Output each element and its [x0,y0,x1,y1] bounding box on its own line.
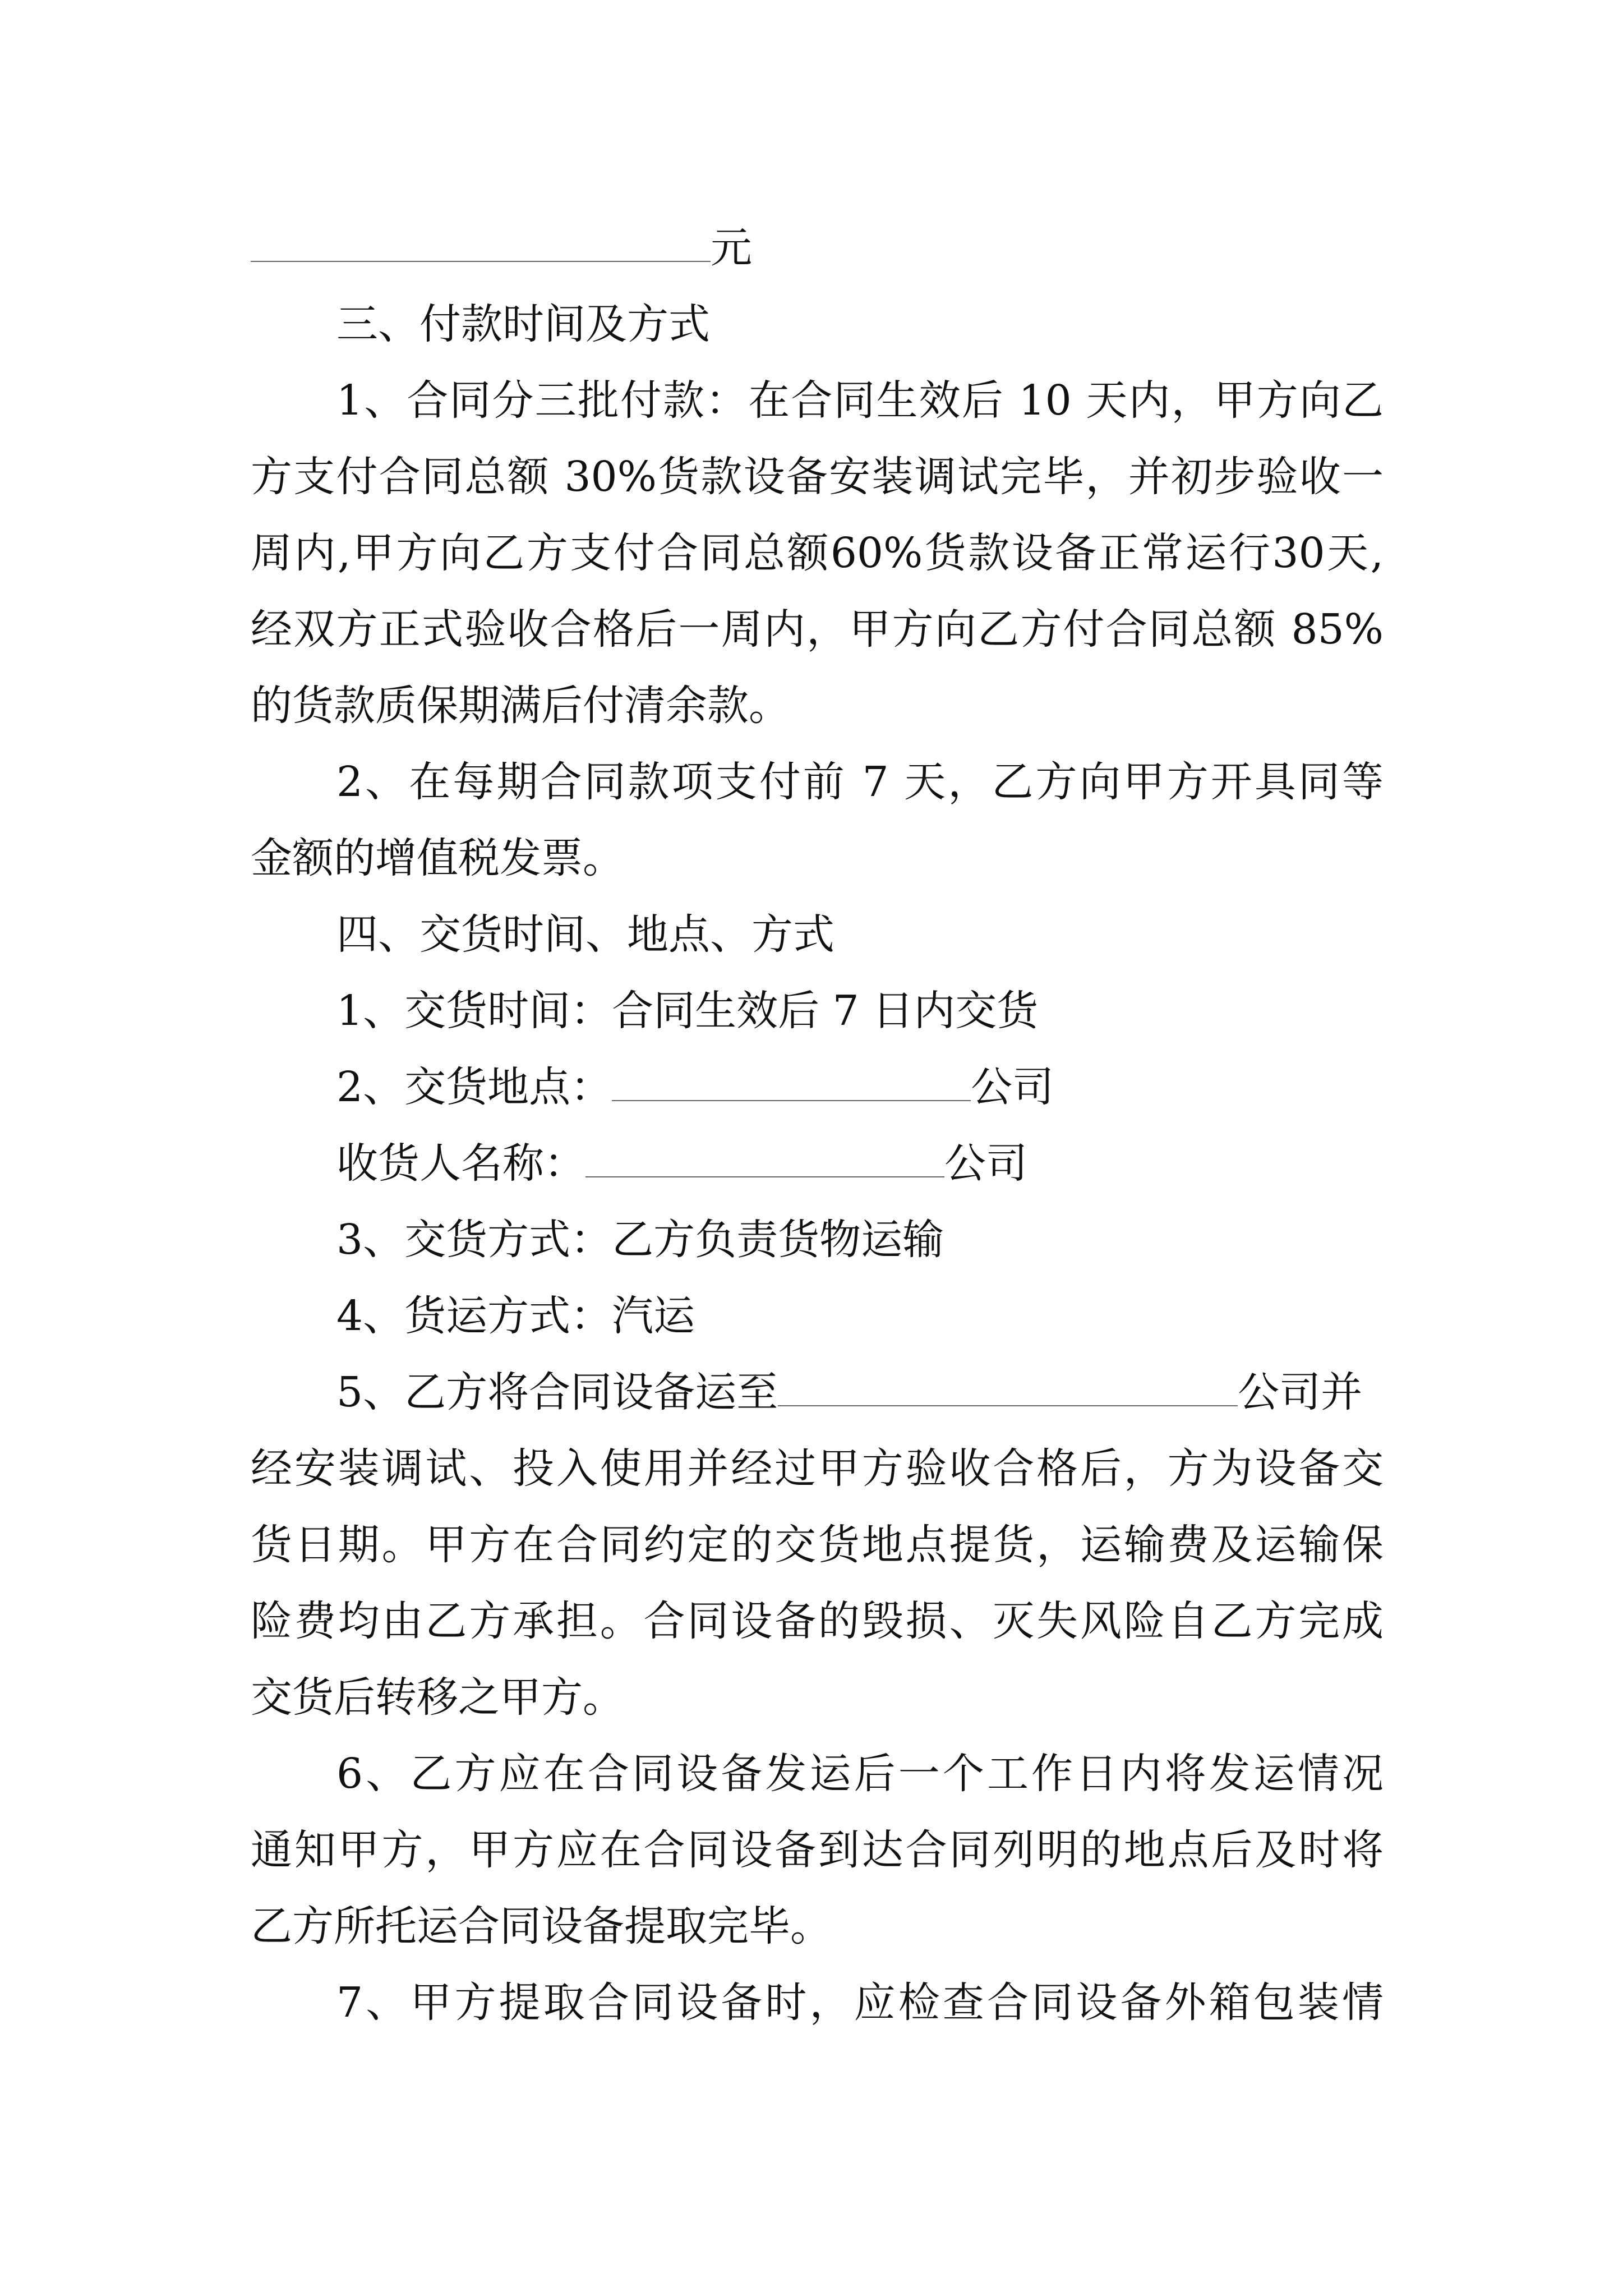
delivery-clause-5-line-1 [336,1364,1385,1420]
freight-method: 4、货运方式：汽运 [336,1292,695,1340]
delivery-clause-5-prefix: 5、乙方将合同设备运至 [336,1368,778,1416]
payment-clause-2-line-2: 金额的增值税发票。 [251,834,624,882]
amount-blank [251,226,711,262]
delivery-destination-blank [778,1370,1238,1406]
section-4-heading: 四、交货时间、地点、方式 [336,910,834,959]
delivery-location-blank [612,1065,971,1101]
consignee-name [336,1135,1385,1191]
consignee-name-suffix: 公司 [944,1139,1027,1188]
delivery-clause-7-line-1: 7、甲方提取合同设备时，应检查合同设备外箱包装情 [336,1978,1384,2027]
consignee-name-label: 收货人名称： [336,1139,585,1188]
payment-clause-1-line-3: 周内,甲方向乙方支付合同总额60%货款设备正常运行30天, [251,529,1384,577]
payment-clause-1-line-4: 经双方正式验收合格后一周内，甲方向乙方付合同总额 85% [251,605,1384,654]
delivery-location-suffix: 公司 [971,1063,1054,1111]
delivery-clause-6-line-3: 乙方所托运合同设备提取完毕。 [251,1902,832,1950]
section-3-heading: 三、付款时间及方式 [336,300,710,348]
delivery-time: 1、交货时间：合同生效后 7 日内交货 [336,987,1039,1035]
delivery-method: 3、交货方式：乙方负责货物运输 [336,1216,944,1264]
consignee-name-blank [585,1142,944,1177]
amount-suffix: 元 [711,224,752,272]
payment-clause-1-line-1: 1、合同分三批付款：在合同生效后 10 天内，甲方向乙 [336,376,1384,425]
delivery-clause-6-line-2: 通知甲方，甲方应在合同设备到达合同列明的地点后及时将 [251,1826,1384,1874]
payment-clause-1-line-2: 方支付合同总额 30%货款设备安装调试完毕，并初步验收一 [251,453,1384,501]
delivery-clause-5-line-5: 交货后转移之甲方。 [251,1673,624,1722]
delivery-clause-5-line-2: 经安装调试、投入使用并经过甲方验收合格后，方为设备交 [251,1444,1384,1493]
delivery-clause-5-line-4: 险费均由乙方承担。合同设备的毁损、灭失风险自乙方完成 [251,1597,1384,1645]
payment-clause-1-line-5: 的货款质保期满后付清余款。 [251,682,790,730]
payment-clause-2-line-1: 2、在每期合同款项支付前 7 天，乙方向甲方开具同等 [336,758,1384,806]
amount-line [251,220,1384,276]
delivery-clause-5-suffix: 公司并 [1238,1368,1363,1416]
delivery-location [336,1059,1385,1115]
delivery-location-label: 2、交货地点： [336,1063,612,1111]
delivery-clause-6-line-1: 6、乙方应在合同设备发运后一个工作日内将发运情况 [336,1750,1384,1798]
delivery-clause-5-line-3: 货日期。甲方在合同约定的交货地点提货，运输费及运输保 [251,1521,1384,1569]
